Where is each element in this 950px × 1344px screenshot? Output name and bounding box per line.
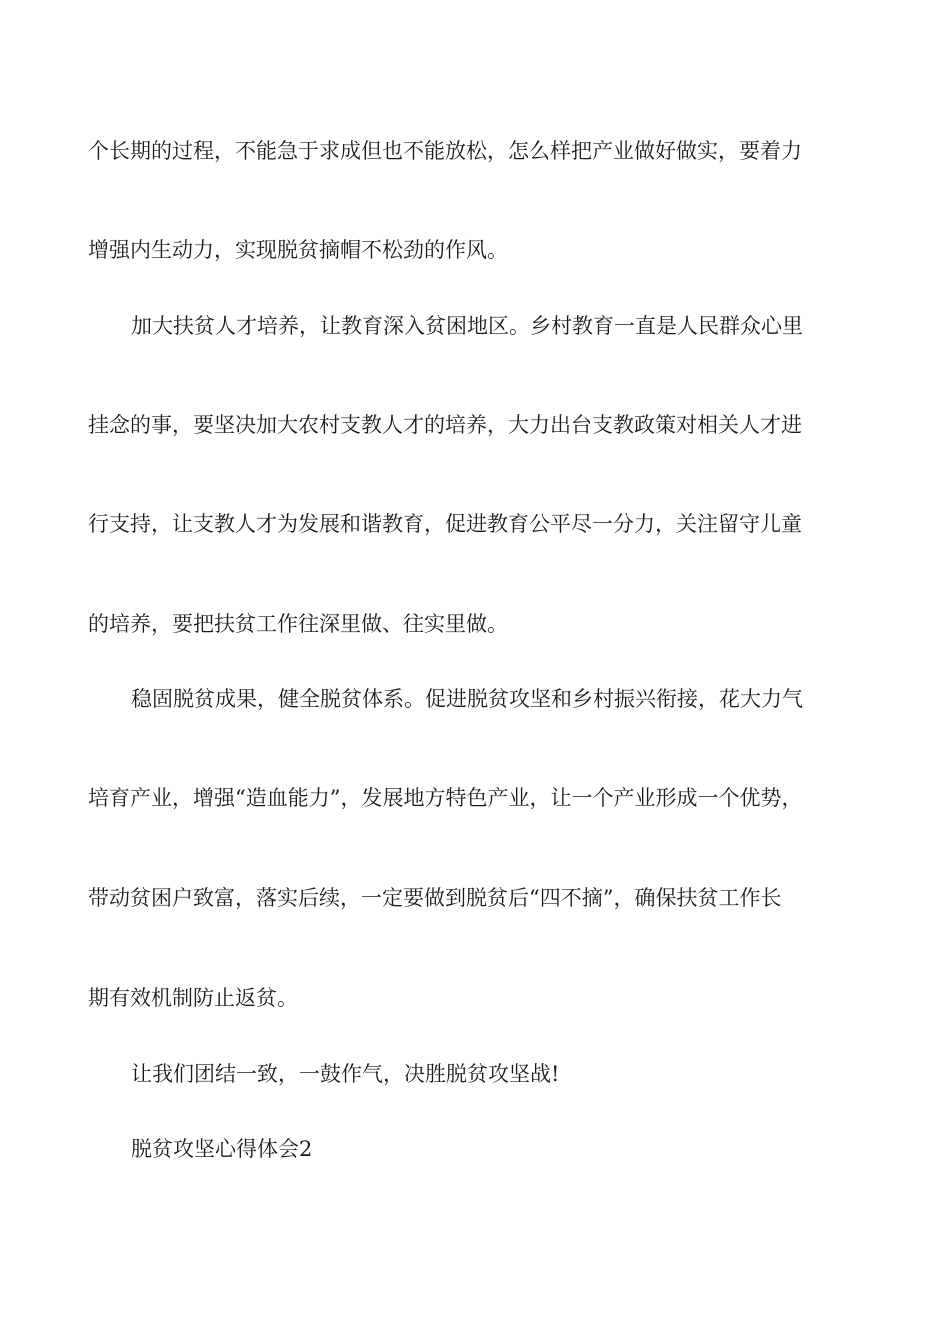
paragraph-line: 让我们团结一致，一鼓作气，决胜脱贫攻坚战! bbox=[131, 1062, 560, 1086]
paragraph-line: 带动贫困户致富，落实后续，一定要做到脱贫后“四不摘”，确保扶贫工作长 bbox=[88, 886, 782, 910]
paragraph-line: 期有效机制防止返贫。 bbox=[88, 986, 298, 1010]
paragraph-line: 挂念的事，要坚决加大农村支教人才的培养，大力出台支教政策对相关人才进 bbox=[88, 413, 802, 437]
paragraph-line: 行支持，让支教人才为发展和谐教育，促进教育公平尽一分力，关注留守儿童 bbox=[88, 512, 802, 536]
paragraph-line: 个长期的过程，不能急于求成但也不能放松，怎么样把产业做好做实，要着力 bbox=[88, 139, 802, 163]
section-heading: 脱贫攻坚心得体会2 bbox=[131, 1137, 313, 1161]
paragraph-line: 增强内生动力，实现脱贫摘帽不松劲的作风。 bbox=[88, 238, 508, 262]
paragraph-line: 稳固脱贫成果，健全脱贫体系。促进脱贫攻坚和乡村振兴衔接，花大力气 bbox=[131, 687, 803, 711]
paragraph-line: 加大扶贫人才培养，让教育深入贫困地区。乡村教育一直是人民群众心里 bbox=[131, 314, 803, 338]
paragraph-line: 培育产业，增强“造血能力”，发展地方特色产业，让一个产业形成一个优势， bbox=[88, 786, 803, 810]
paragraph-line: 的培养，要把扶贫工作往深里做、往实里做。 bbox=[88, 612, 508, 636]
